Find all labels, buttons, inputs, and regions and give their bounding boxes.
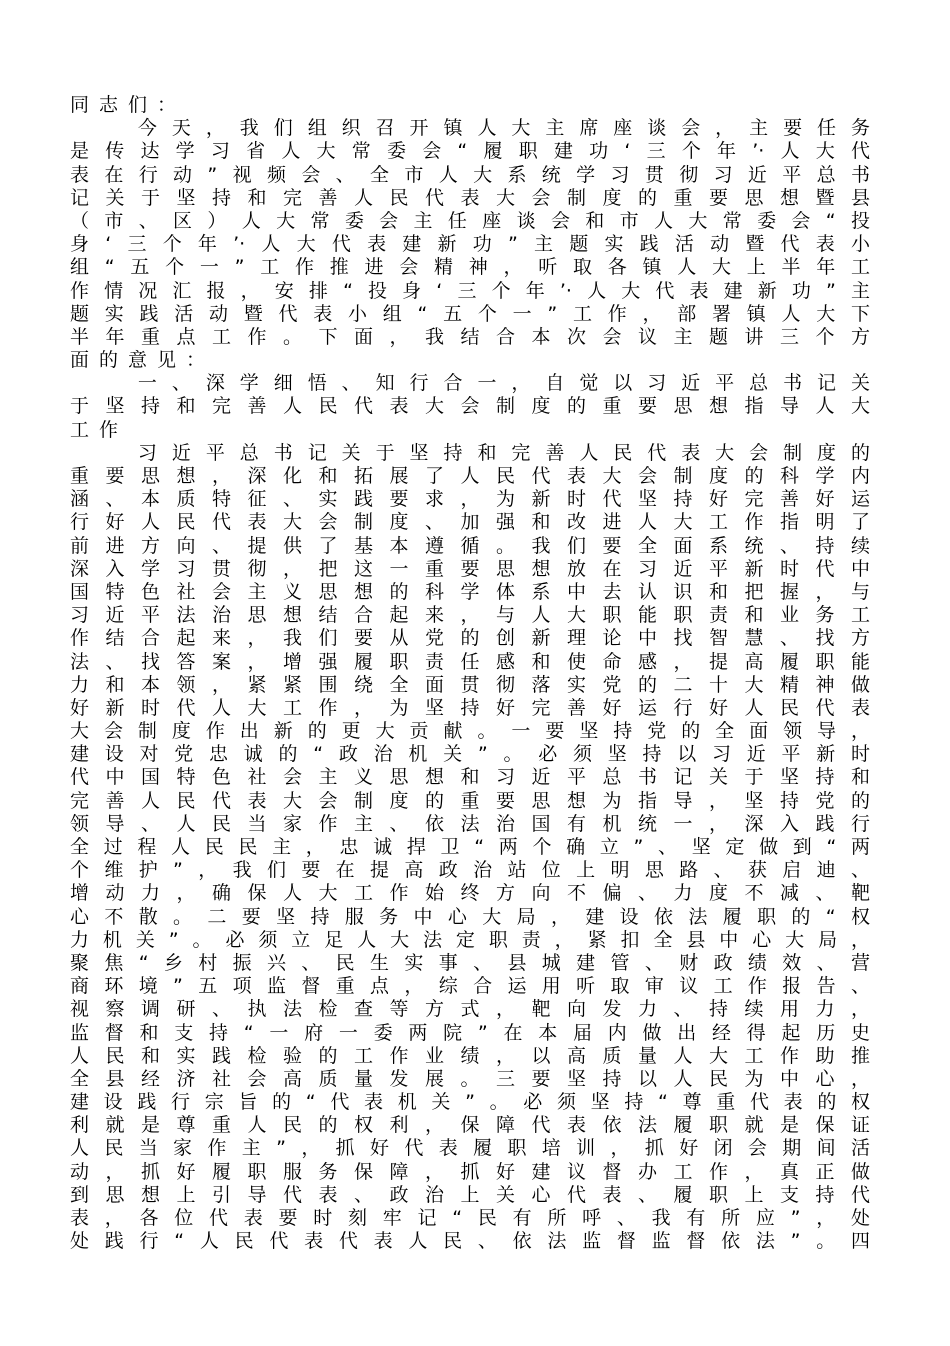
text-line: 人民和实践检验的工作业绩，以高质量人大工作助推 [70, 1044, 870, 1067]
text-line: 组“五个一”工作推进会精神，听取各镇人大上半年工 [70, 256, 870, 279]
speech-body [70, 94, 870, 1253]
text-line: 涵、本质特征、实践要求，为新时代坚持好完善好运 [70, 488, 870, 511]
text-line: 重要思想，深化和拓展了人民代表大会制度的科学内 [70, 465, 870, 487]
text-line: 增动力，确保人大工作始终方向不偏、力度不减、靶 [70, 882, 870, 905]
text-line: 处践行“人民代表代表人民、依法监督监督依法”。四 [70, 1230, 870, 1253]
text-line: 工作 [70, 418, 129, 441]
text-line: 监督和支持“一府一委两院”在本届内做出经得起历史 [70, 1021, 870, 1044]
text-line: 法、找答案，增强履职责任感和使命感，提高履职能 [70, 650, 870, 673]
text-line: 到思想上引导代表、政治上关心代表、履职上支持代 [70, 1183, 870, 1206]
text-line: 代中国特色社会主义思想和习近平总书记关于坚持和 [70, 766, 870, 789]
text-line: 利就是尊重人民的权利，保障代表依法履职就是保证 [70, 1114, 870, 1137]
text-line: 作情况汇报，安排“投身‘三个年’·人大代表建新功”主 [70, 279, 870, 302]
text-line: 心不散。二要坚持服务中心大局，建设依法履职的“权 [70, 905, 870, 928]
text-line: 大会制度作出新的更大贡献。一要坚持党的全面领导， [70, 720, 870, 743]
text-line: 建设践行宗旨的“代表机关”。必须坚持“尊重代表的权 [70, 1091, 870, 1114]
text-line: 力机关”。必须立足人大法定职责，紧扣全县中心大局， [70, 928, 870, 951]
text-line: 国特色社会主义思想的科学体系中去认识和把握，与 [70, 580, 870, 603]
text-line: 全县经济社会高质量发展。三要坚持以人民为中心， [70, 1067, 870, 1090]
text-line: 面的意见： [70, 349, 216, 372]
text-line: 今天，我们组织召开镇人大主席座谈会，主要任务 [70, 117, 870, 140]
text-line: 聚焦“乡村振兴、民生实事、县城建管、财政绩效、营 [70, 951, 870, 974]
text-line: 力和本领，紧紧围绕全面贯彻落实党的二十大精神做 [70, 673, 870, 696]
text-line: 作结合起来，我们要从党的创新理论中找智慧、找方 [70, 627, 870, 650]
text-line: 身‘三个年’·人大代表建新功”主题实践活动暨代表小 [70, 233, 870, 256]
text-line: 行好人民代表大会制度、加强和改进人大工作指明了 [70, 511, 870, 534]
text-line: 是传达学习省人大常委会“履职建功‘三个年’·人大代 [70, 140, 870, 163]
text-line: 前进方向、提供了基本遵循。我们要全面系统、持续 [70, 534, 870, 557]
text-line: 习近平法治思想结合起来，与人大职能职责和业务工 [70, 604, 870, 627]
text-line: 记关于坚持和完善人民代表大会制度的重要思想暨县 [70, 186, 870, 209]
text-line: 完善人民代表大会制度的重要思想为指导，坚持党的 [70, 789, 870, 812]
text-line: （市、区）人大常委会主任座谈会和市人大常委会“投 [70, 209, 870, 232]
text-line: 深入学习贯彻，把这一重要思想放在习近平新时代中 [70, 557, 870, 580]
text-line: 建设对党忠诚的“政治机关”。必须坚持以习近平新时 [70, 743, 870, 766]
text-line: 视察调研、执法检查等方式，靶向发力、持续用力， [70, 998, 870, 1021]
text-line: 题实践活动暨代表小组“五个一”工作，部署镇人大下 [70, 302, 870, 325]
text-line: 个维护”，我们要在提高政治站位上明思路、获启迪、 [70, 859, 870, 882]
text-line: 全过程人民民主，忠诚捍卫“两个确立”、坚定做到“两 [70, 836, 870, 858]
text-line: 一、深学细悟、知行合一，自觉以习近平总书记关 [70, 372, 870, 395]
text-line: 商环境”五项监督重点，综合运用听取审议工作报告、 [70, 975, 870, 998]
text-line: 表，各位代表要时刻牢记“民有所呼、我有所应”，处 [70, 1207, 870, 1229]
text-line: 动，抓好履职服务保障，抓好建议督办工作，真正做 [70, 1160, 870, 1183]
text-line: 好新时代人大工作，为坚持好完善好运行好人民代表 [70, 696, 870, 719]
text-line: 人民当家作主”，抓好代表履职培训，抓好闭会期间活 [70, 1137, 870, 1160]
text-line: 表在行动”视频会、全市人大系统学习贯彻习近平总书 [70, 163, 870, 186]
text-line: 半年重点工作。下面，我结合本次会议主题讲三个方 [70, 325, 870, 348]
text-line: 习近平总书记关于坚持和完善人民代表大会制度的 [70, 441, 870, 464]
text-line: 于坚持和完善人民代表大会制度的重要思想指导人大 [70, 395, 870, 418]
text-line: 同志们： [70, 94, 187, 116]
text-line: 领导、人民当家作主、依法治国有机统一，深入践行 [70, 812, 870, 835]
